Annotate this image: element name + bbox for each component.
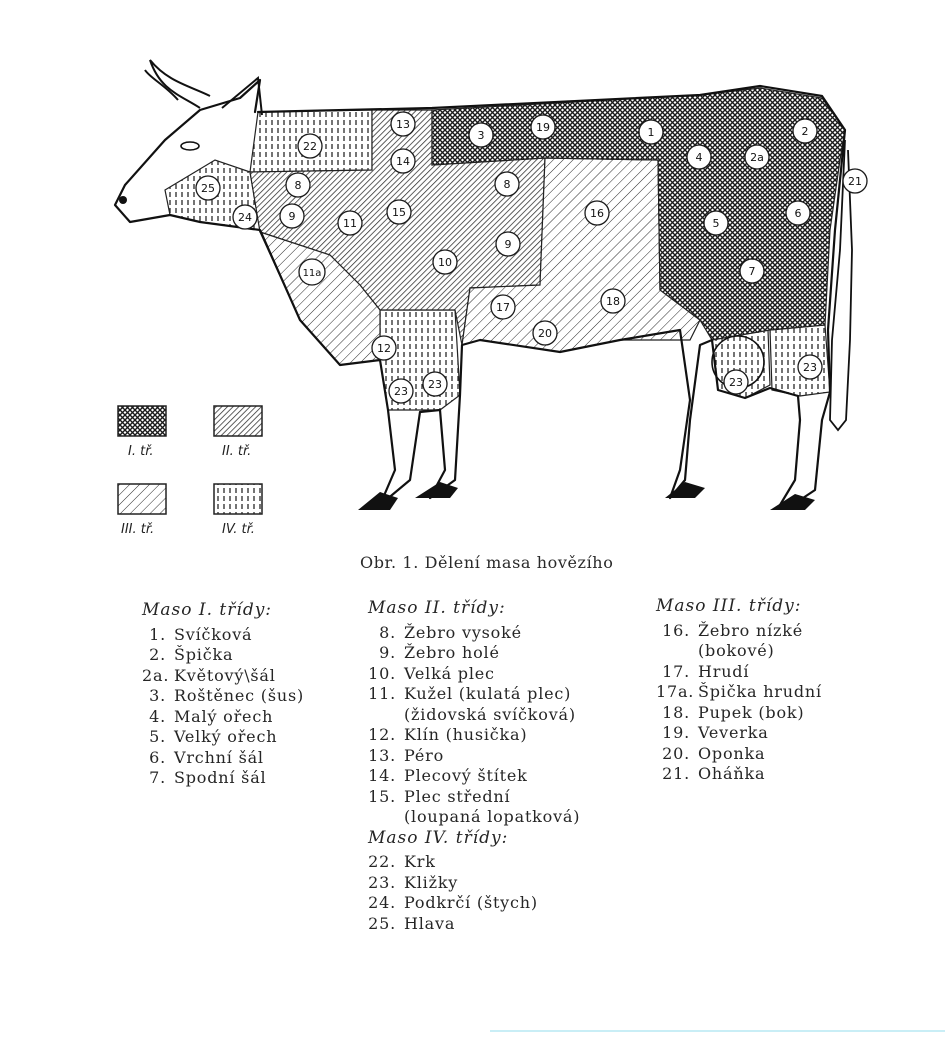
item-label: Špička xyxy=(174,645,234,664)
cut-marker-label: 2 xyxy=(801,125,809,138)
cut-marker-label: 9 xyxy=(288,210,296,223)
item-number: 4. xyxy=(149,706,166,726)
item-label: Péro xyxy=(404,745,444,765)
list-item-continuation xyxy=(368,705,580,726)
cut-marker-label: 8 xyxy=(294,179,302,192)
class-iii-items xyxy=(656,621,822,785)
item-label: Plecový štítek xyxy=(404,766,528,785)
cut-marker-label: 11a xyxy=(302,268,322,279)
item-label-continuation: (loupaná lopatková) xyxy=(404,807,581,826)
item-label: Vrchní šál xyxy=(174,747,264,767)
item-label-continuation: (bokové) xyxy=(698,641,775,660)
class-ii-items xyxy=(368,623,580,828)
list-item xyxy=(142,625,304,646)
item-number: 16. xyxy=(662,620,690,640)
cut-marker-label: 21 xyxy=(848,175,862,188)
list-item xyxy=(656,682,822,703)
cut-marker-label: 17 xyxy=(496,301,510,314)
cut-marker-label: 4 xyxy=(695,151,703,164)
item-number: 10. xyxy=(368,663,396,683)
item-label: Hrudí xyxy=(698,661,750,681)
item-number: 17. xyxy=(662,661,690,681)
item-label: Velká plec xyxy=(404,663,495,683)
item-number: 1. xyxy=(149,624,166,644)
item-label: Plec střední xyxy=(404,786,511,806)
cut-marker-label: 14 xyxy=(396,155,410,168)
legend-swatch-class-ii xyxy=(214,406,262,436)
cut-marker-label: 19 xyxy=(536,121,550,134)
item-number: 24. xyxy=(368,893,396,912)
list-item xyxy=(142,748,304,769)
legend-label-class-iv: IV. tř. xyxy=(222,522,255,537)
item-number: 8. xyxy=(379,622,396,642)
item-number: 23. xyxy=(368,872,396,892)
item-number-spacer xyxy=(656,641,698,662)
item-label: Špička hrudní xyxy=(698,682,822,701)
item-label: Kližky xyxy=(404,872,459,892)
item-label: Pupek (bok) xyxy=(698,702,805,722)
class-ii-title: Maso II. třídy: xyxy=(368,598,506,618)
item-number-spacer xyxy=(368,807,404,828)
cut-marker-label: 23 xyxy=(729,376,743,389)
list-item xyxy=(368,914,580,935)
cut-marker-label: 16 xyxy=(590,207,604,220)
list-item xyxy=(368,725,580,746)
list-item-continuation xyxy=(656,641,822,662)
item-number: 11. xyxy=(368,684,396,703)
item-label: Veverka xyxy=(698,723,769,742)
cut-marker-label: 11 xyxy=(343,217,357,230)
cut-marker-label: 7 xyxy=(748,265,756,278)
list-item xyxy=(142,768,304,789)
list-item xyxy=(656,723,822,744)
item-label: Krk xyxy=(404,852,436,871)
figure-caption: Obr. 1. Dělení masa hovězího xyxy=(360,553,614,572)
list-item xyxy=(142,727,304,748)
item-label: Oponka xyxy=(698,743,766,763)
item-label: Žebro vysoké xyxy=(404,622,522,642)
legend-label-class-i: I. tř. xyxy=(128,444,154,459)
class-iii-title: Maso III. třídy: xyxy=(656,596,802,616)
list-item xyxy=(142,666,304,687)
item-number: 2. xyxy=(149,645,166,664)
hoof-2 xyxy=(415,482,458,498)
cut-marker-label: 8 xyxy=(503,178,511,191)
legend-swatch-class-i xyxy=(118,406,166,436)
legend-swatch-class-iii xyxy=(118,484,166,514)
list-item xyxy=(656,744,822,765)
cut-marker-label: 6 xyxy=(794,207,802,220)
item-number: 25. xyxy=(368,913,396,933)
class-i-title: Maso I. třídy: xyxy=(142,600,273,620)
item-number: 17a. xyxy=(656,682,695,701)
list-item xyxy=(656,662,822,683)
item-number: 14. xyxy=(368,766,396,785)
item-label: Velký ořech xyxy=(174,727,278,746)
list-item xyxy=(368,893,580,914)
item-label: Žebro holé xyxy=(404,643,500,662)
item-number-spacer xyxy=(368,705,404,726)
cut-marker-label: 9 xyxy=(504,238,512,251)
class-i-items xyxy=(142,625,304,789)
cut-marker-label: 13 xyxy=(396,118,410,131)
class-iv-items xyxy=(368,852,580,934)
item-number: 22. xyxy=(368,852,396,871)
list-item xyxy=(656,764,822,785)
item-label: Žebro nízké xyxy=(698,620,804,640)
cut-marker-label: 15 xyxy=(392,206,406,219)
item-label: Hlava xyxy=(404,913,456,933)
item-number: 13. xyxy=(368,745,396,765)
item-number: 6. xyxy=(149,747,166,767)
item-label: Podkrčí (štych) xyxy=(404,893,538,912)
item-label: Oháňka xyxy=(698,764,766,783)
item-label-continuation: (židovská svíčková) xyxy=(404,704,576,724)
item-number: 21. xyxy=(662,764,690,783)
class-i-list xyxy=(142,600,304,789)
item-number: 15. xyxy=(368,786,396,806)
item-label: Roštěnec (šus) xyxy=(174,686,305,705)
list-item xyxy=(142,686,304,707)
list-item-continuation xyxy=(368,807,580,828)
scan-edge-line xyxy=(490,1030,945,1032)
cut-marker-label: 23 xyxy=(803,361,817,374)
list-item xyxy=(142,645,304,666)
cut-marker-label: 2a xyxy=(750,151,764,164)
class-ii-list xyxy=(368,598,580,934)
item-number: 18. xyxy=(662,702,690,722)
list-item xyxy=(368,766,580,787)
cut-marker-label: 23 xyxy=(394,385,408,398)
item-label: Malý ořech xyxy=(174,706,274,726)
list-item xyxy=(368,664,580,685)
cut-marker-label: 20 xyxy=(538,327,552,340)
list-item xyxy=(142,707,304,728)
legend xyxy=(118,406,262,537)
hoof-4 xyxy=(770,494,815,510)
nostril xyxy=(119,196,127,204)
cut-marker-label: 5 xyxy=(712,217,720,230)
item-number: 19. xyxy=(662,723,690,742)
item-number: 20. xyxy=(662,743,690,763)
cut-marker-label: 3 xyxy=(477,129,485,142)
list-item xyxy=(368,643,580,664)
cut-marker-label: 22 xyxy=(303,140,317,153)
item-number: 3. xyxy=(149,686,166,705)
cut-marker-label: 12 xyxy=(377,342,391,355)
eye xyxy=(181,142,199,150)
list-item xyxy=(368,873,580,894)
hoof-3 xyxy=(665,482,705,498)
list-item xyxy=(368,684,580,705)
legend-label-class-ii: II. tř. xyxy=(222,444,252,459)
cut-marker-label: 18 xyxy=(606,295,620,308)
list-item xyxy=(368,787,580,808)
item-number: 9. xyxy=(379,643,396,662)
cut-marker-label: 1 xyxy=(647,126,655,139)
legend-swatch-class-iv xyxy=(214,484,262,514)
item-number: 2a. xyxy=(142,665,170,685)
list-item xyxy=(368,852,580,873)
horn-right xyxy=(145,70,178,100)
item-label: Klín (husička) xyxy=(404,725,528,744)
cut-marker-label: 23 xyxy=(428,378,442,391)
class-iv-title: Maso IV. třídy: xyxy=(368,827,509,848)
list-item xyxy=(368,623,580,644)
cut-marker-label: 10 xyxy=(438,256,452,269)
item-label: Svíčková xyxy=(174,624,253,644)
legend-label-class-iii: III. tř. xyxy=(121,522,155,537)
item-label: Kužel (kulatá plec) xyxy=(404,684,572,703)
item-number: 7. xyxy=(149,768,166,787)
list-item xyxy=(656,621,822,642)
item-number: 5. xyxy=(149,727,166,746)
class-iii-list xyxy=(656,596,822,785)
item-label: Spodní šál xyxy=(174,768,267,787)
cut-marker-label: 24 xyxy=(238,211,252,224)
item-label: Květový\šál xyxy=(174,665,276,685)
list-item xyxy=(368,746,580,767)
item-number: 12. xyxy=(368,725,396,744)
list-item xyxy=(656,703,822,724)
cut-marker-label: 25 xyxy=(201,182,215,195)
